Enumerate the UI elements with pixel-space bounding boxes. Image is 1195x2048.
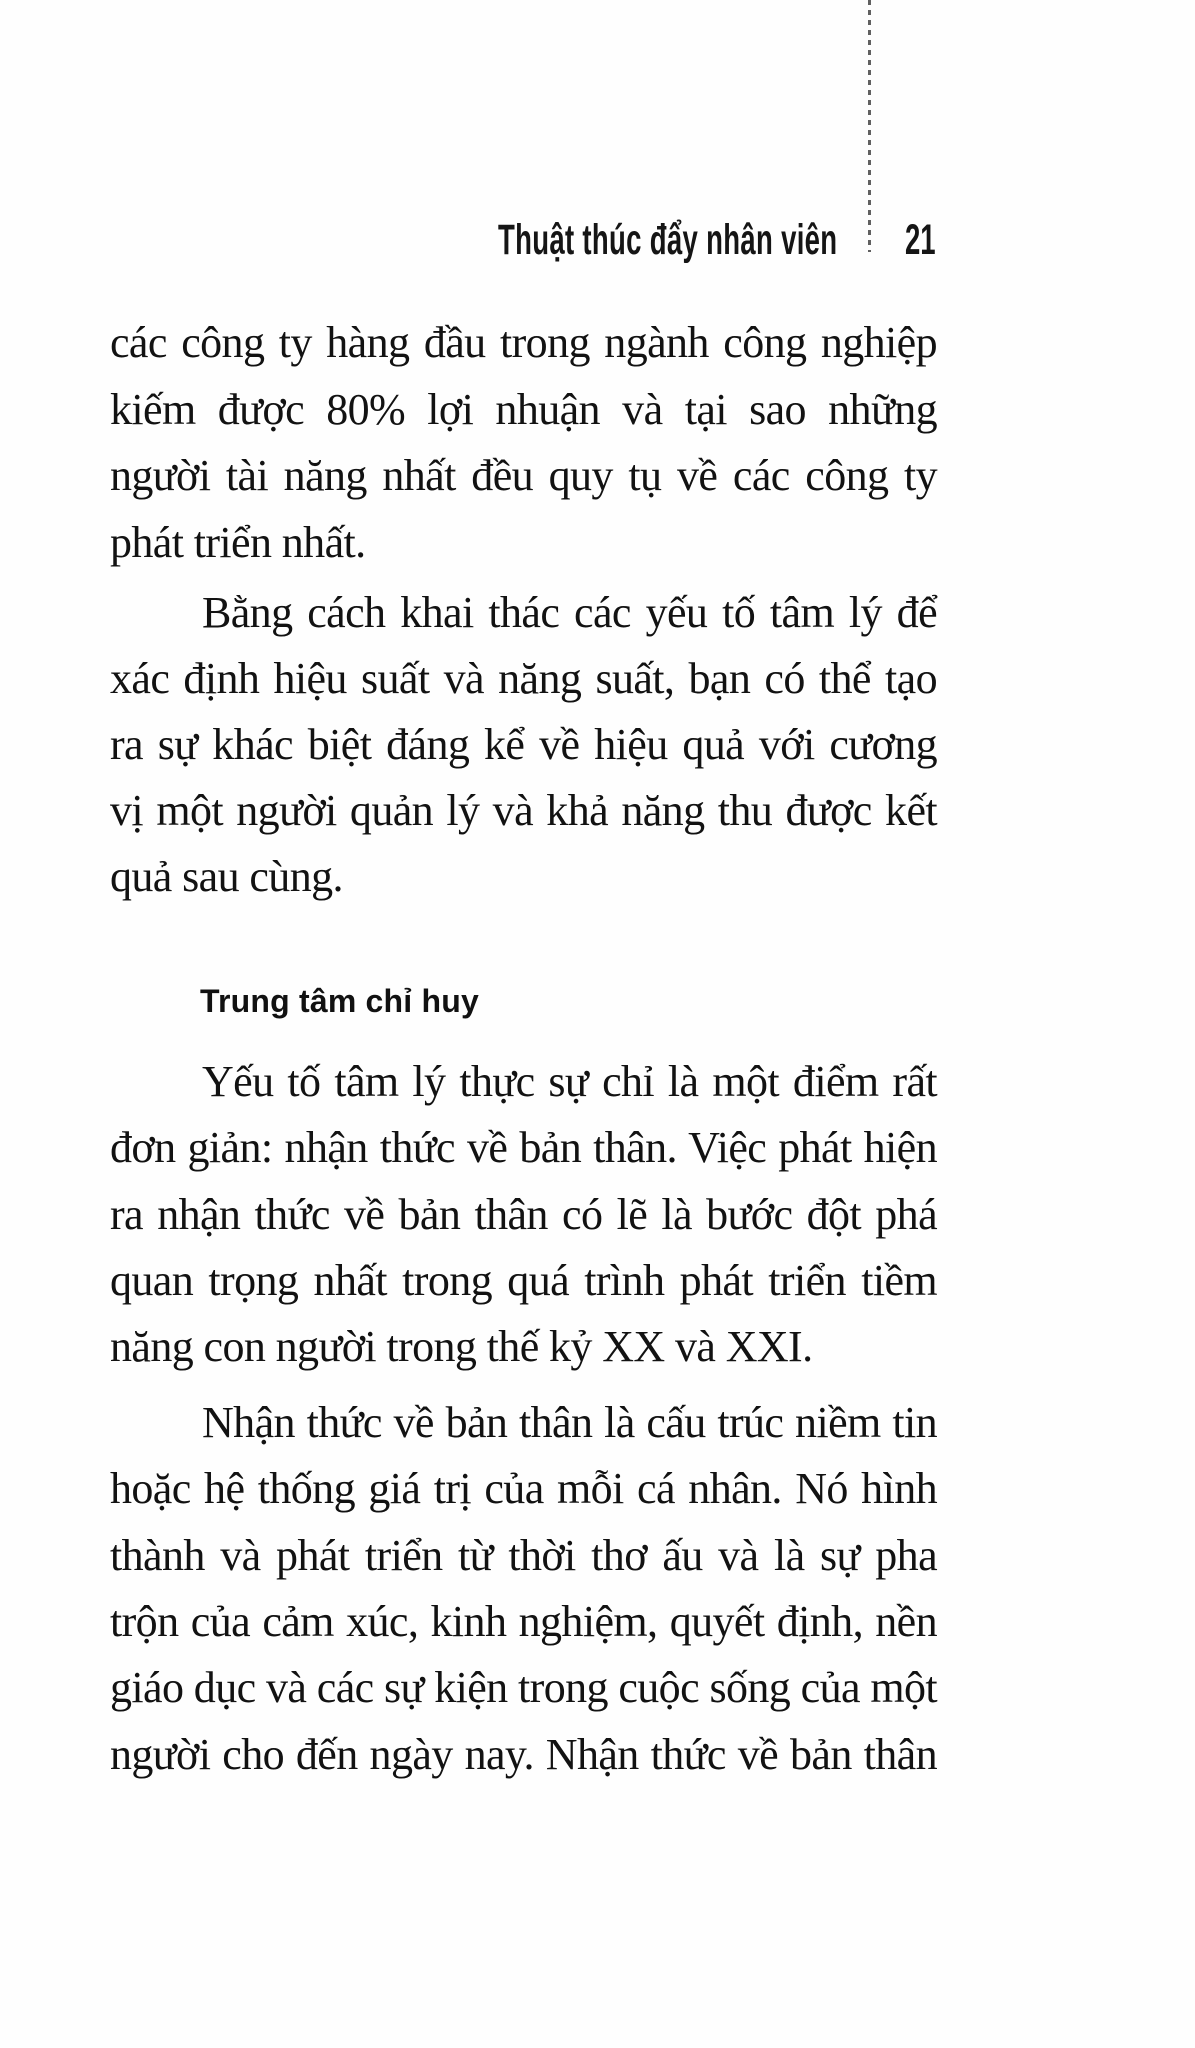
body-line: đơn giản: nhận thức về bản thân. Việc phát hiện — [110, 1123, 937, 1172]
running-header-title: Thuật thúc đẩy nhân viên — [497, 216, 837, 264]
section-heading: Trung tâm chỉ huy — [200, 983, 479, 1019]
page-number: 21 — [905, 216, 936, 264]
body-line: giáo dục và các sự kiện trong cuộc sống của một — [110, 1663, 937, 1712]
body-line: ra nhận thức về bản thân có lẽ là bước đột phá — [110, 1190, 937, 1239]
body-line: thành và phát triển từ thời thơ ấu và là sự pha — [110, 1531, 937, 1580]
body-line: xác định hiệu suất và năng suất, bạn có thể tạo — [110, 654, 937, 703]
header-dashed-divider — [868, 0, 871, 252]
body-line: các công ty hàng đầu trong ngành công nghiệp — [110, 318, 937, 367]
body-line: Bằng cách khai thác các yếu tố tâm lý để — [202, 588, 937, 637]
body-line: trộn của cảm xúc, kinh nghiệm, quyết định, nền — [110, 1597, 937, 1646]
body-line: phát triển nhất. — [110, 518, 366, 567]
body-line: người tài năng nhất đều quy tụ về các công ty — [110, 451, 937, 500]
body-line: quan trọng nhất trong quá trình phát triển tiềm — [110, 1256, 937, 1305]
body-line: ra sự khác biệt đáng kể về hiệu quả với cương — [110, 720, 937, 769]
body-line: Nhận thức về bản thân là cấu trúc niềm tin — [202, 1398, 937, 1447]
body-line: vị một người quản lý và khả năng thu được kết — [110, 786, 937, 835]
body-line: Yếu tố tâm lý thực sự chỉ là một điểm rất — [202, 1057, 937, 1106]
body-line: hoặc hệ thống giá trị của mỗi cá nhân. Nó hình — [110, 1464, 937, 1513]
body-line: năng con người trong thế kỷ XX và XXI. — [110, 1322, 813, 1371]
body-line: kiếm được 80% lợi nhuận và tại sao những — [110, 385, 937, 434]
body-line: quả sau cùng. — [110, 852, 343, 901]
body-line: người cho đến ngày nay. Nhận thức về bản thân — [110, 1730, 937, 1779]
